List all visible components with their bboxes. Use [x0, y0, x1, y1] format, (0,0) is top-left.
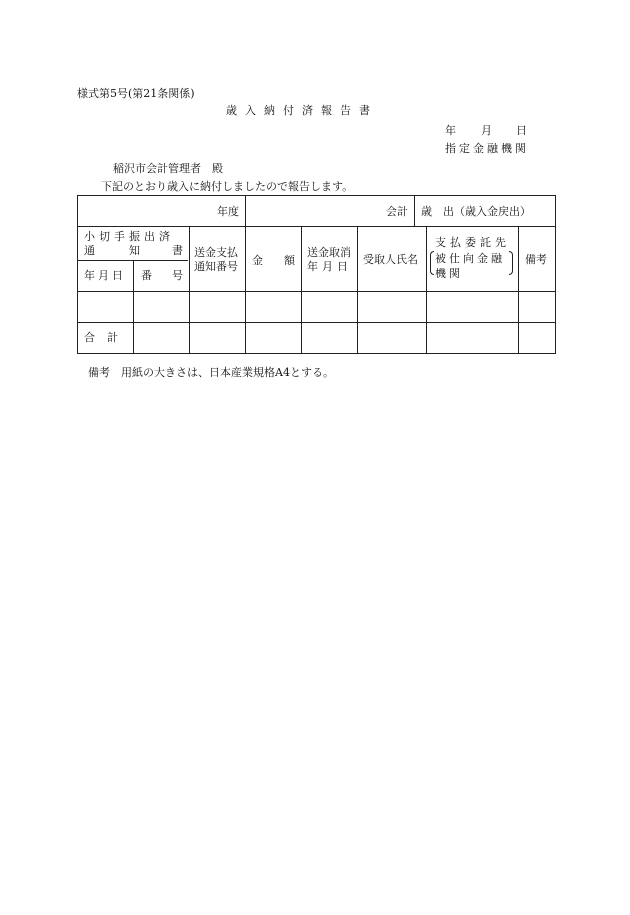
- date-year: 年: [445, 124, 456, 137]
- date-month: 月: [481, 124, 492, 137]
- issuer: 指定金融機関: [445, 142, 529, 155]
- total-label-go: 合: [84, 331, 95, 344]
- check-header-sho: 書: [172, 244, 183, 257]
- bank-header-3: 機関: [435, 267, 463, 280]
- col-divider: [301, 226, 302, 353]
- amount-header-kin: 金: [252, 254, 263, 267]
- amount-header-gaku: 額: [284, 254, 295, 267]
- intro-text: 下記のとおり歳入に納付しましたので報告します。: [101, 180, 354, 193]
- row-divider: [78, 322, 555, 323]
- check-header: 小切手振出済: [84, 230, 174, 243]
- remit-number-header-2: 通知番号: [194, 260, 238, 273]
- row-divider: [78, 291, 555, 292]
- footnote: 備考 用紙の大きさは、日本産業規格A4とする。: [88, 366, 334, 379]
- number-header-ban: 番: [141, 269, 152, 282]
- document-title: 歳入納付済報告書: [226, 104, 378, 117]
- cancel-date-header-2: 年月日: [307, 260, 352, 273]
- date-day: 日: [516, 124, 527, 137]
- col-divider: [426, 226, 427, 353]
- number-header-go: 号: [172, 269, 183, 282]
- left-bracket: [430, 251, 434, 275]
- cancel-date-header-1: 送金取消: [307, 246, 351, 259]
- right-bracket: [509, 251, 513, 275]
- col-divider: [518, 226, 519, 353]
- col-divider: [357, 226, 358, 353]
- date-column-header: 年月日: [84, 269, 126, 282]
- check-header-chi: 知: [129, 244, 140, 257]
- form-number: 様式第5号(第21条関係): [77, 87, 195, 100]
- check-header-tsu: 通: [84, 244, 95, 257]
- account-label: 会計: [386, 205, 408, 218]
- col-divider: [245, 226, 246, 353]
- addressee: 稲沢市会計管理者 殿: [113, 162, 223, 175]
- col-divider: [189, 226, 190, 353]
- col-divider: [245, 196, 246, 226]
- fiscal-year-label: 年度: [217, 205, 239, 218]
- bank-header-2: 被仕向金融: [435, 252, 505, 265]
- col-divider: [133, 260, 134, 353]
- report-table: [77, 195, 556, 354]
- expenditure-label: 歳 出（歳入金戻出）: [421, 205, 531, 218]
- remit-number-header-1: 送金支払: [194, 246, 238, 259]
- payee-header: 受取人氏名: [363, 253, 418, 266]
- col-divider: [414, 196, 415, 226]
- row-divider: [78, 226, 555, 227]
- remarks-header: 備考: [525, 253, 547, 266]
- total-label-kei: 計: [107, 331, 118, 344]
- bank-header-1: 支払委託先: [435, 236, 510, 249]
